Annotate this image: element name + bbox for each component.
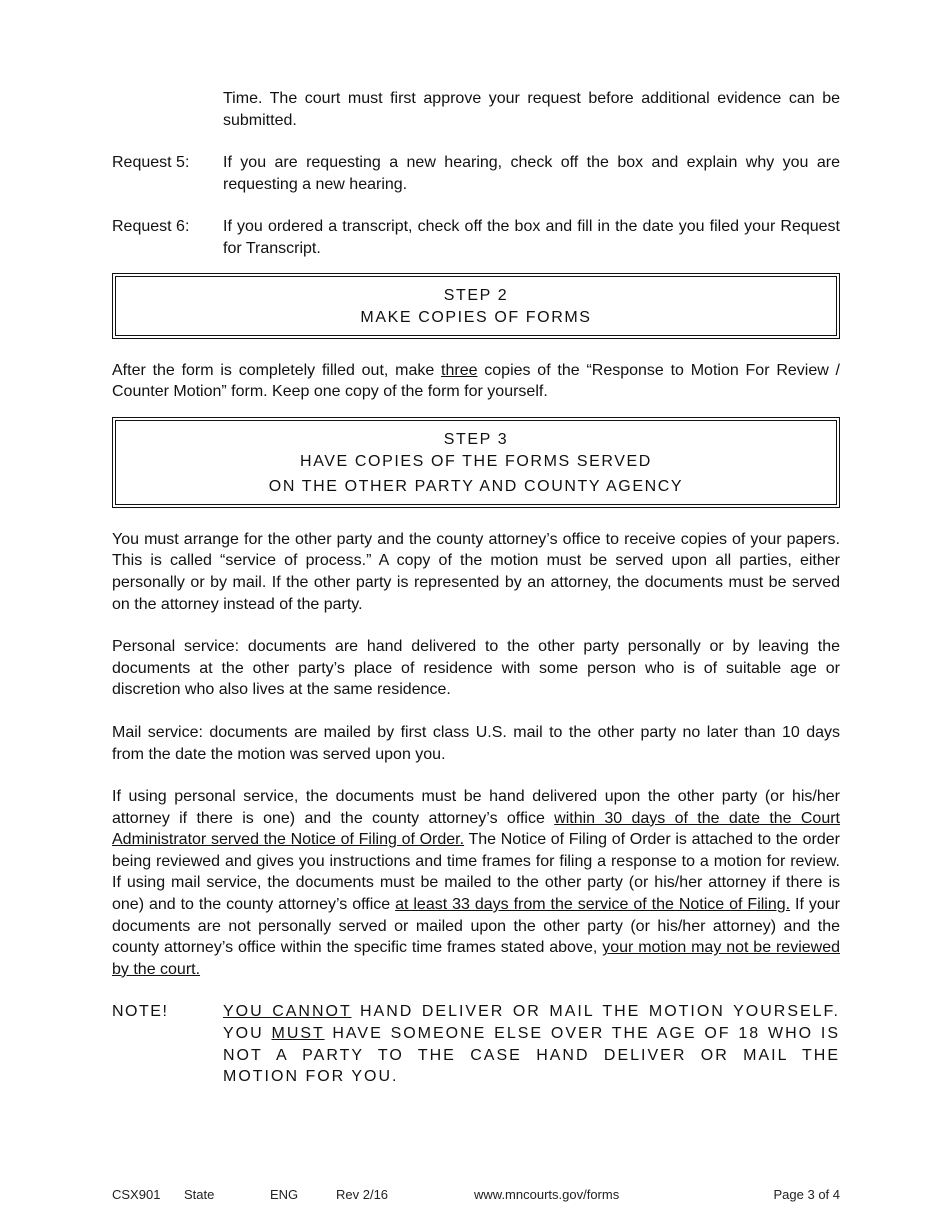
note-block — [112, 1001, 840, 1087]
underlined-text: MUST — [271, 1025, 325, 1043]
request-text: If you are requesting a new hearing, check off the box and explain why you are requesting a new hearing. — [223, 154, 840, 193]
forms-website-link[interactable]: www.mncourts.gov/forms — [474, 1187, 620, 1202]
underlined-text: within 30 days of the date the Court Administrator served the Notice of Filing of Order. — [112, 809, 841, 849]
request-label: Request 6: — [112, 218, 190, 236]
step-2-title: MAKE COPIES OF FORMS — [360, 308, 592, 326]
request-5 — [112, 152, 840, 195]
form-jurisdiction: State — [184, 1187, 215, 1202]
text-segment: If using personal service, the documents must be hand delivered upon the other party (or his/her attorney if there is one) and the county attorney’s office — [112, 788, 840, 827]
underlined-text: your motion may not be reviewed by the court. — [112, 939, 841, 978]
step-3-number: STEP 3 — [443, 430, 509, 448]
text-segment: copies of the “Response to Motion For Review / Counter Motion” form. Keep one copy of the form for yourself. — [112, 361, 841, 401]
continuation-text: Time. The court must first approve your request before additional evidence can be submitted. — [223, 90, 840, 129]
form-language: ENG — [270, 1187, 299, 1202]
page-number: Page 3 of 4 — [773, 1187, 840, 1202]
text-segment: HAVE SOMEONE ELSE OVER THE AGE OF 18 WHO IS NOT A PARTY TO THE CASE HAND DELIVER OR MAIL THE MOTION FOR YOU. — [223, 1025, 841, 1086]
request-text: If you ordered a transcript, check off the box and fill in the date you filed your Request for Transcript. — [223, 218, 840, 257]
step-3-title-line2: ON THE OTHER PARTY AND COUNTY AGENCY — [268, 477, 684, 495]
step-2-box — [112, 273, 840, 339]
request-label: Request 5: — [112, 154, 190, 172]
form-revision: Rev 2/16 — [336, 1187, 389, 1202]
personal-service-paragraph: Personal service: documents are hand delivered to the other party personally or by leaving the documents at the other party’s place of residence with some person who is of suitable age or discretion who also lives at the same residence. — [112, 638, 840, 699]
document-page — [112, 88, 840, 1088]
text-segment: After the form is completely filled out, make — [112, 361, 442, 379]
underlined-text: at least 33 days from the service of the Notice of Filing. — [395, 896, 791, 914]
underlined-text: three — [441, 361, 478, 379]
deadline-paragraph — [112, 786, 840, 980]
note-text — [223, 1001, 840, 1087]
note-label: NOTE! — [112, 1003, 169, 1021]
form-code: CSX901 — [112, 1187, 161, 1202]
step-3-title-line1: HAVE COPIES OF THE FORMS SERVED — [300, 452, 652, 470]
text-segment: If your documents are not personally served or mailed upon the other party (or his/her attorney) and the county attorney’s office within the specific time frames stated above, — [112, 896, 841, 957]
step-3-box — [112, 417, 840, 508]
step-2-number: STEP 2 — [443, 286, 509, 304]
request-6 — [112, 216, 840, 259]
service-paragraph: You must arrange for the other party and the county attorney’s office to receive copies of your papers. This is called “service of process.” A copy of the motion must be served upon all parties, either personally or by mail. If the other party is represented by an attorney, the documents must be served on the attorney instead of the party. — [112, 530, 840, 613]
text-segment: HAND DELIVER OR MAIL THE MOTION YOURSELF. YOU — [223, 1003, 841, 1043]
underlined-text: YOU CANNOT — [223, 1003, 352, 1021]
step-2-instructions — [112, 360, 840, 403]
text-segment: The Notice of Filing of Order is attached to the order being reviewed and gives you instructions and time frames for filing a response to a motion for review. If using mail service, the documents must be mailed to the other party (or his/her attorney if there is one) and to the county attorney’s office — [112, 831, 840, 914]
mail-service-paragraph: Mail service: documents are mailed by first class U.S. mail to the other party no later than 10 days from the date the motion was served upon you. — [112, 723, 840, 763]
